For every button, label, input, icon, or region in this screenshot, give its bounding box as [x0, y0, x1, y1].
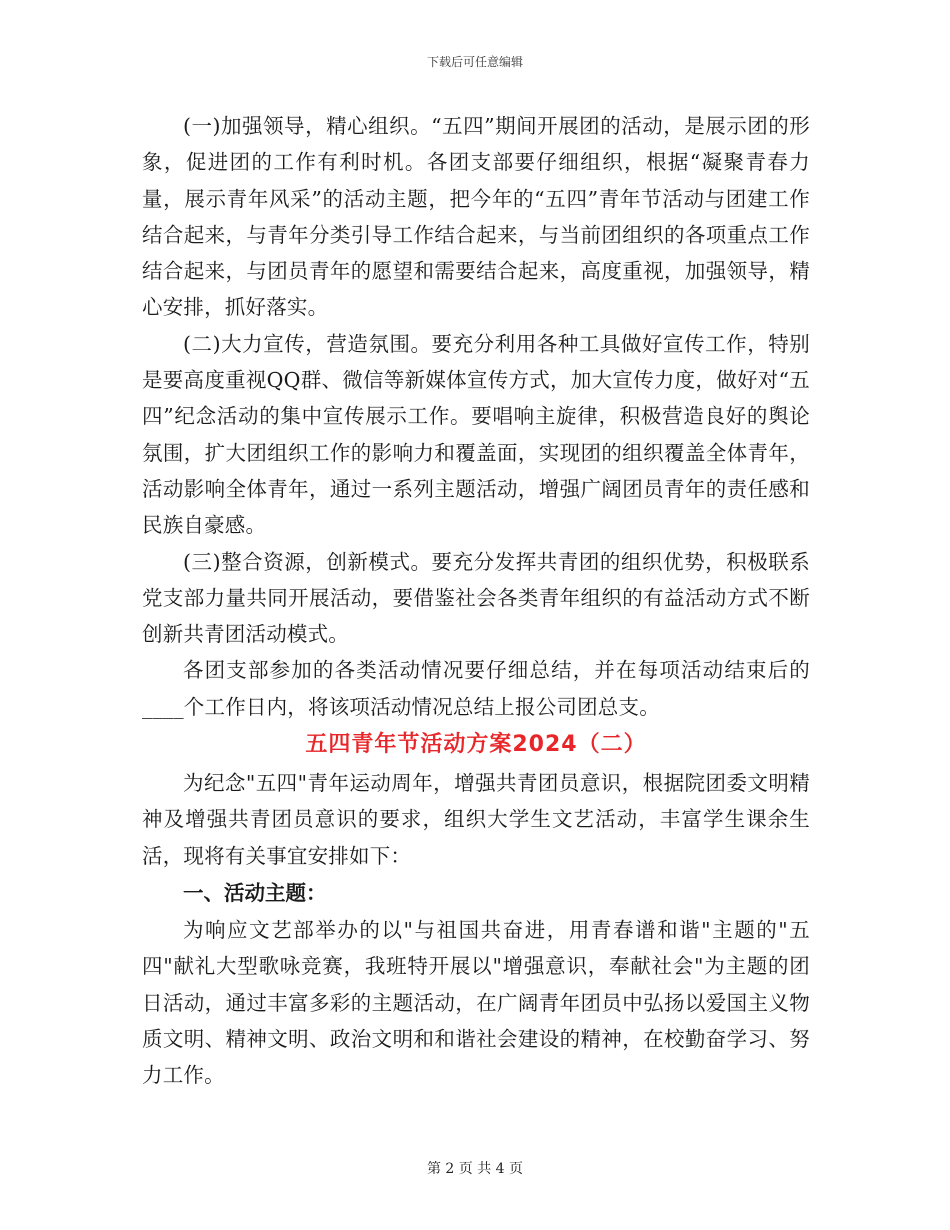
paragraph-resources: (三)整合资源，创新模式。要充分发挥共青团的组织优势，积极联系党支部力量共同开展活动，要借鉴社会各类青年组织的有益活动方式不断创新共青团活动模式。	[142, 549, 810, 647]
page-footer: 第 2 页 共 4 页	[426, 1161, 524, 1177]
section-title: 五四青年节活动方案2024（二）	[305, 732, 647, 758]
paragraph-theme: 为响应文艺部举办的以"与祖国共奋进，用青春谱和谐"主题的"五四"献礼大型歌咏竞赛，我班特开展以"增强意识，奉献社会"为主题的团日活动，通过丰富多彩的主题活动，在广阔青年团员中弘扬以爱国主义物质文明、精神文明、政治文明和和谐社会建设的精神，在校勤奋学习、努力工作。	[142, 917, 810, 1088]
page-header: 下载后可任意编辑	[426, 55, 523, 69]
paragraph-organize: (一)加强领导，精心组织。“五四”期间开展团的活动，是展示团的形象，促进团的工作有利时机。各团支部要仔细组织，根据“凝聚青春力量，展示青年风采”的活动主题，把今年的“五四”青年节活动与团建工作结合起来，与青年分类引导工作结合起来，与当前团组织的各项重点工作结合起来，与团员青年的愿望和需要结合起来，高度重视，加强领导，精心安排，抓好落实。	[142, 114, 810, 320]
paragraph-summary: 各团支部参加的各类活动情况要仔细总结，并在每项活动结束后的____个工作日内，将该项活动情况总结上报公司团总支。	[142, 658, 810, 719]
paragraph-publicity: (二)大力宣传，营造氛围。要充分利用各种工具做好宣传工作，特别是要高度重视QQ群、微信等新媒体宣传方式，加大宣传力度，做好对“五四”纪念活动的集中宣传展示工作。要唱响主旋律，积极营造良好的舆论氛围，扩大团组织工作的影响力和覆盖面，实现团的组织覆盖全体青年，活动影响全体青年，通过一系列主题活动，增强广阔团员青年的责任感和民族自豪感。	[142, 331, 810, 538]
paragraph-intro: 为纪念"五四"青年运动周年，增强共青团员意识，根据院团委文明精神及增强共青团员意识的要求，组织大学生文艺活动，丰富学生课余生活，现将有关事宜安排如下：	[142, 771, 810, 868]
document-body	[142, 108, 810, 1093]
heading-activity-theme: 一、活动主题：	[183, 880, 327, 905]
